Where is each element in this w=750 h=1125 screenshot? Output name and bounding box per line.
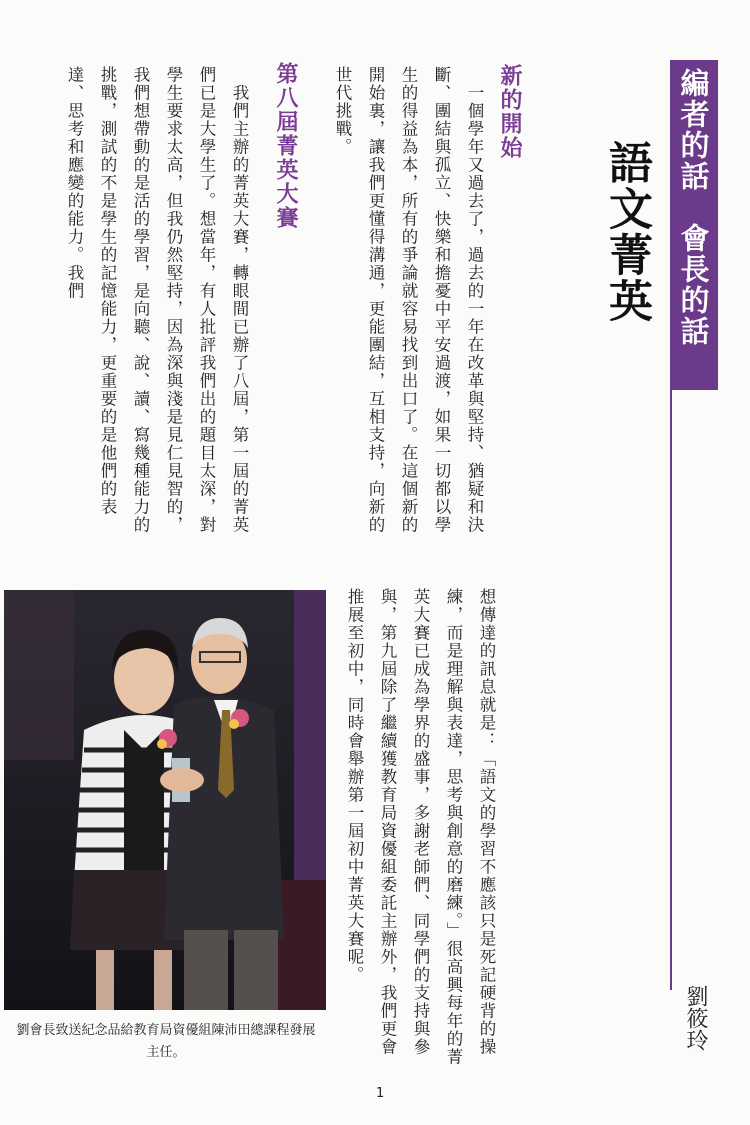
banner-text: 編者的話 會長的話: [676, 68, 711, 347]
section-body-contest-continued: 想傳達的訊息就是：「語文的學習不應該只是死記硬背的操練，而是理解與表達，思考與創意的磨練。」很高興每年的菁英大賽已成為學界的盛事，多謝老師們、同學們的支持與參與，第九屆除了繼續獲教育局資優組委託主辦外，我們更會推展至初中，同時會舉辦第一屆初中菁英大賽呢。: [345, 588, 496, 1066]
vertical-rule: [670, 390, 672, 990]
page-number: 1: [376, 1086, 385, 1101]
section-heading-new-start: 新的開始: [497, 64, 522, 160]
section-body-contest: 我們主辦的菁英大賽，轉眼間已辦了八屆，第一屆的菁英們已是大學生了。想當年，有人批評我們出的題目太深，對學生要求太高，但我仍然堅持，因為深與淺是見仁見智的，我們想帶動的是活的學習，是向聽、說、讀、寫幾種能力的挑戰，測試的不是學生的記憶能力，更重要的是他們的表達、思考和應變的能力。我們: [65, 66, 249, 534]
magazine-title: 語文菁英: [601, 140, 652, 324]
author-name: 劉筱玲: [683, 985, 708, 1051]
section-body-new-start: 一個學年又過去了，過去的一年在改革與堅持、猶疑和決斷、團結與孤立、快樂和擔憂中平安過渡，如果一切都以學生的得益為本，所有的爭論就容易找到出口了。在這個新的開始裏，讓我們更懂得溝通，更能團結，互相支持，向新的世代挑戰。: [333, 66, 484, 534]
photo-caption: 劉會長致送紀念品給教育局資優組陳沛田總課程發展主任。: [16, 1023, 316, 1060]
section-heading-contest: 第八屆菁英大賽: [273, 62, 298, 230]
photo-illustration: [4, 590, 326, 1010]
header-banner: [670, 60, 718, 390]
event-photo: [4, 590, 326, 1010]
